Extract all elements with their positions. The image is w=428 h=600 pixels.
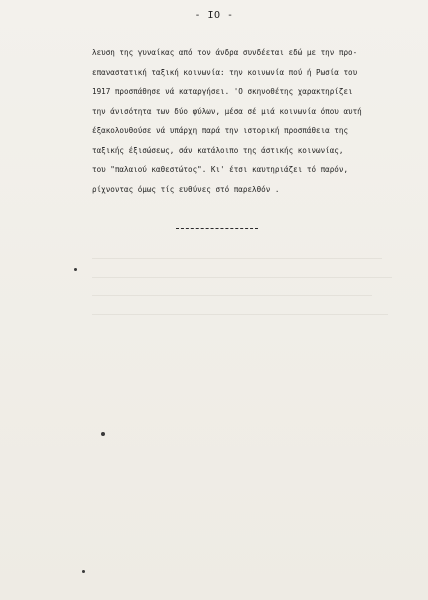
section-divider bbox=[176, 228, 258, 229]
punch-mark bbox=[74, 268, 77, 271]
text-line: την άνισότητα των δύο φύλων, μέσα σέ μιά κοινωνία όπου αυτή bbox=[92, 106, 362, 116]
text-line: του "παλαιού καθεστώτος". Κι' έτσι καυτηριάζει τό παρόν, bbox=[92, 165, 349, 174]
page-number: - IO - bbox=[194, 10, 234, 21]
text-line: έξακολουθούσε νά υπάρχη παρά την ιστορική προσπάθεια της bbox=[92, 126, 349, 135]
text-line: λευση της γυναίκας από τον άνδρα συνδέεται εδώ με την προ- bbox=[92, 48, 358, 57]
body-text bbox=[92, 43, 410, 199]
text-line: 1917 προσπάθησε νά καταργήσει. 'Ο σκηνοθέτης χαρακτηρίζει bbox=[92, 87, 353, 96]
punch-mark bbox=[82, 570, 85, 573]
text-line: επαναστατική ταξική κοινωνία: την κοινωνία πού ή Ρωσία του bbox=[92, 67, 358, 77]
text-line: ρίχνοντας όμως τίς ευθύνες στό παρελθόν . bbox=[92, 184, 280, 194]
punch-mark bbox=[101, 432, 105, 436]
text-line: ταξικής έξισώσεως, σάν κατάλοιπο της άστικής κοινωνίας, bbox=[92, 145, 344, 155]
show-through-text bbox=[92, 250, 392, 324]
